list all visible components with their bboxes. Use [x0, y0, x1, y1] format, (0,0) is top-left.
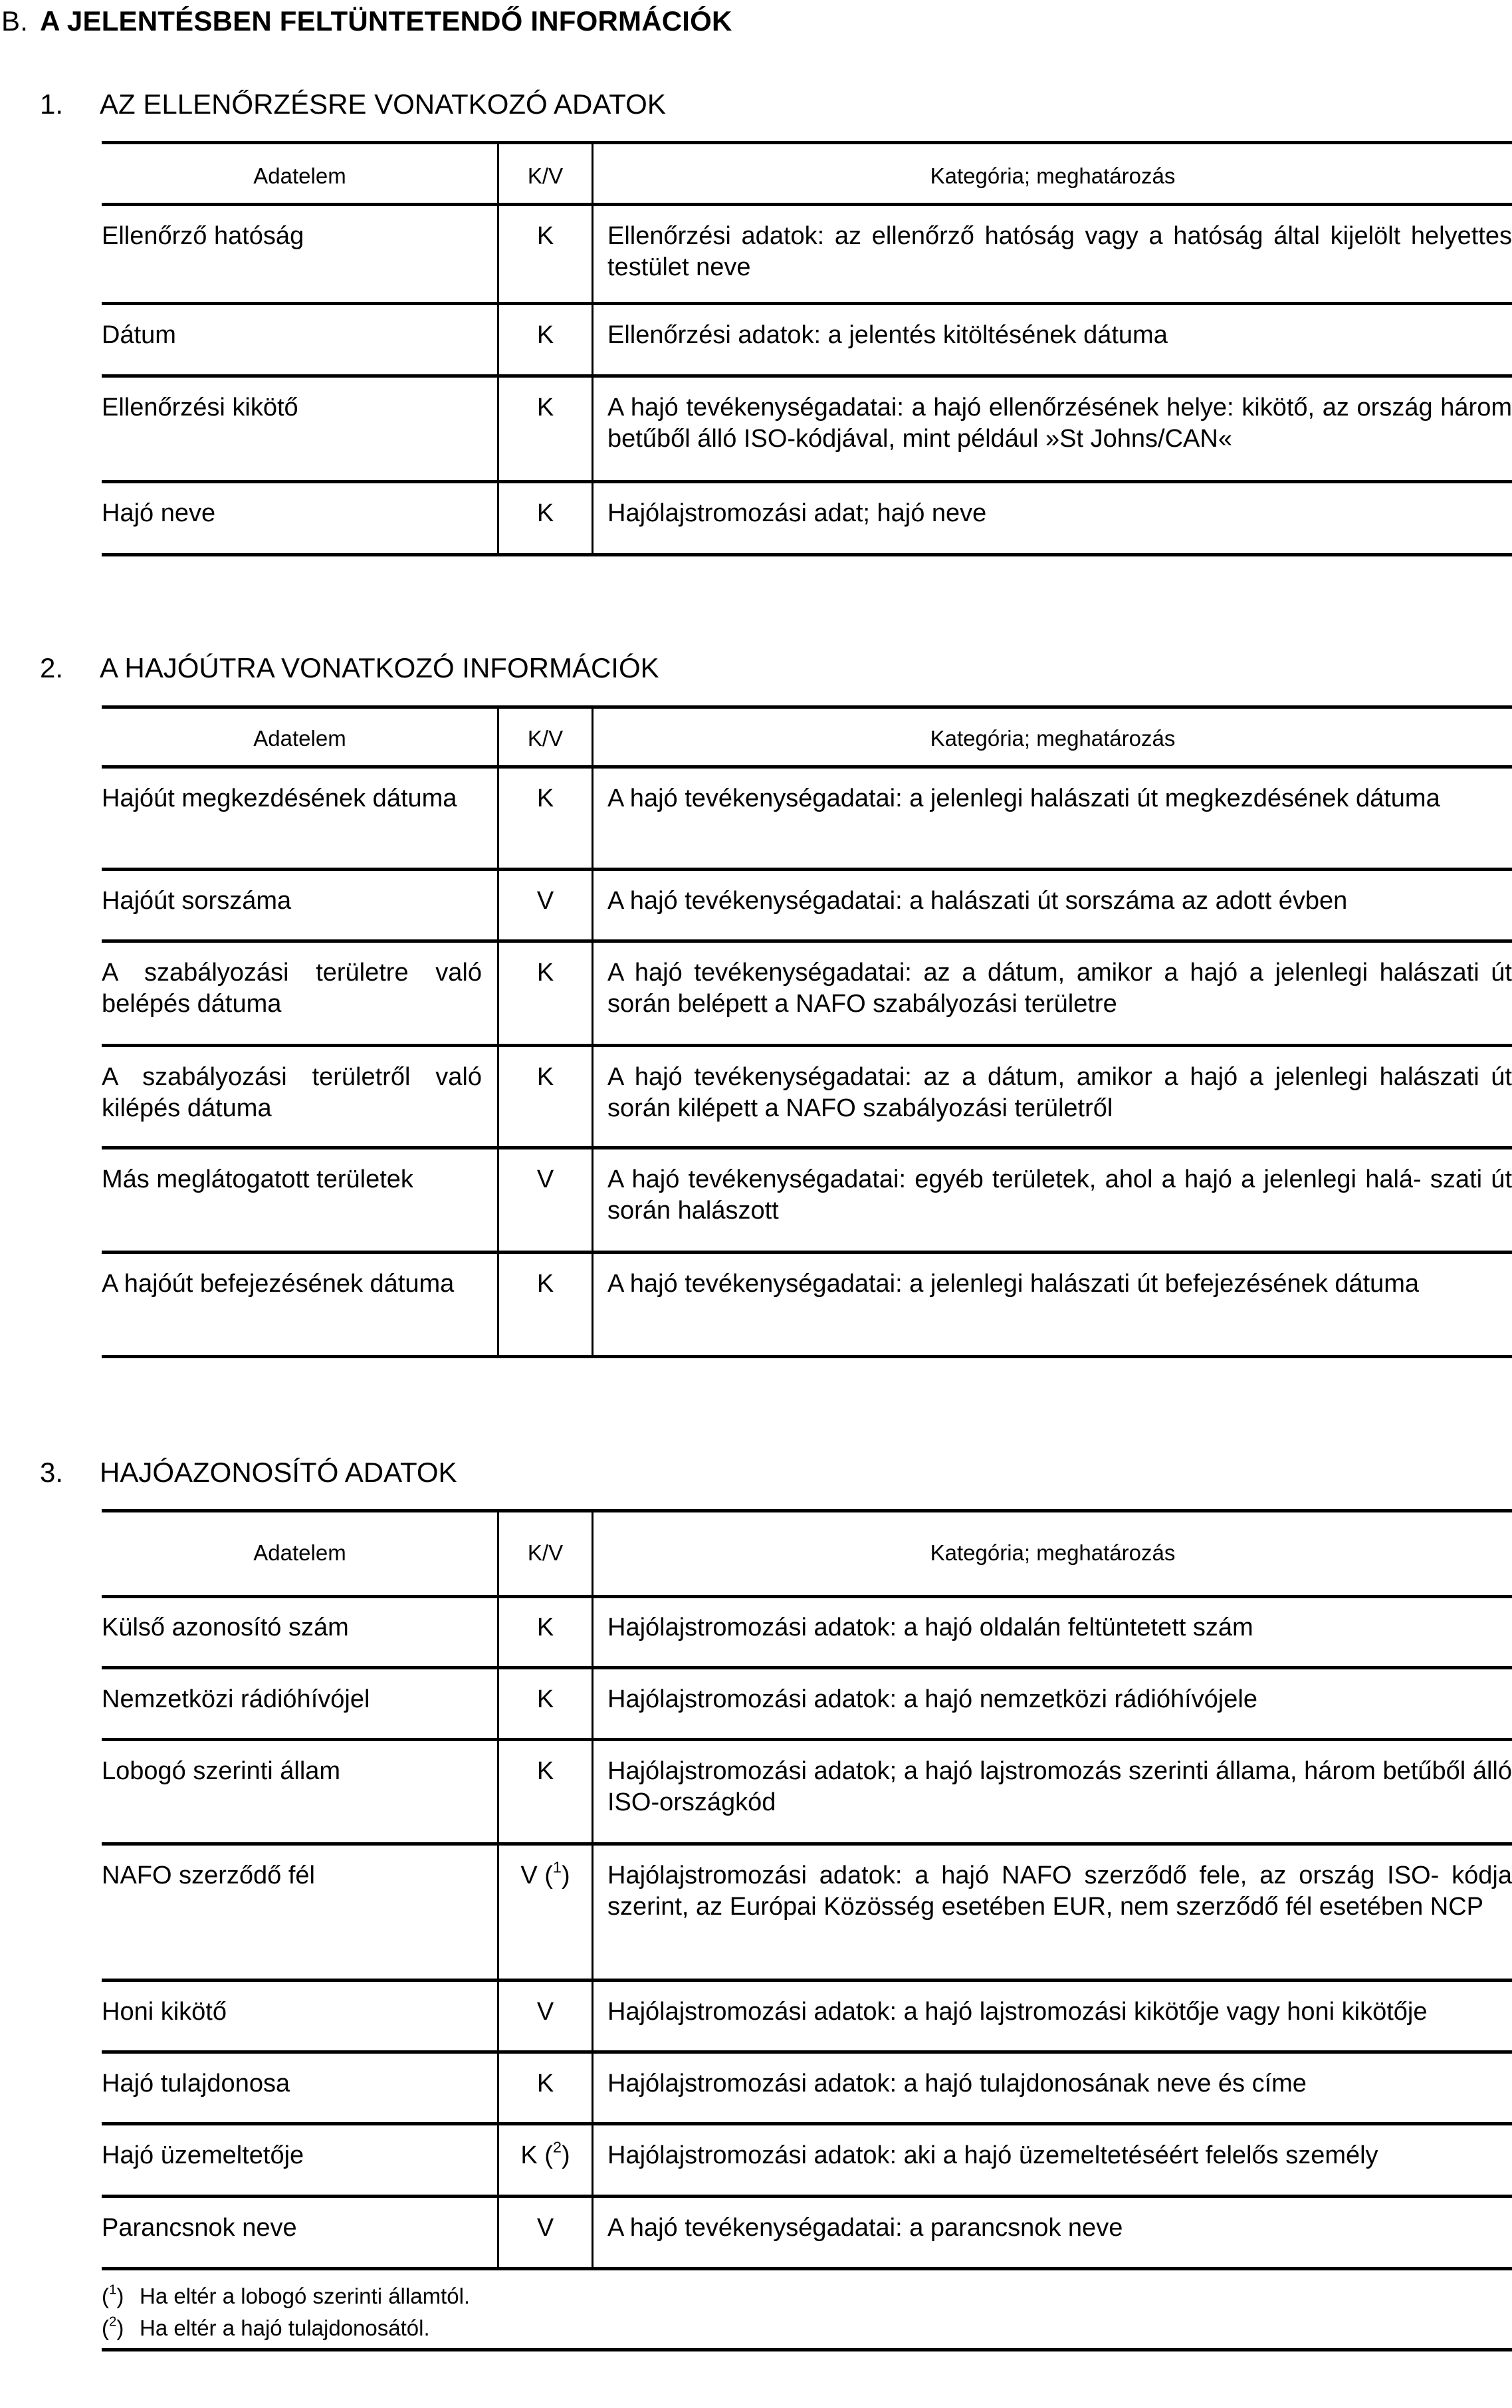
table-row-element: Külső azonosító szám [102, 1614, 349, 1641]
column-header-definition: Kategória; meghatározás [930, 164, 1176, 188]
table-row-definition: Hajólajstromozási adatok: a hajó tulajdonosának neve és címe [607, 2070, 1307, 2098]
table-row-definition: A hajó tevékenységadatai: a jelenlegi halászati út megkezdésének dátuma [607, 784, 1440, 812]
table-row-definition: A hajó tevékenységadatai: a hajó ellenőrzésének helye: kikötő, az ország három betűből álló ISO-kódjával, mint például »St Johns/CAN« [607, 394, 1512, 453]
table-row-element: Ellenőrző hatóság [102, 222, 304, 250]
footnote-1: ($^1$) Ha eltér a lobogó szerinti államtól. [102, 2282, 471, 2308]
table-row-kv: K [536, 1685, 554, 1713]
table-row-definition: Hajólajstromozási adatok: a hajó NAFO szerződő fele, az ország ISO- kódja szerint, az Európai Közösség esetében EUR, nem szerződő fél esetében NCP [607, 1862, 1512, 1921]
table-row-kv: K [536, 1757, 554, 1785]
table-row-kv: V [536, 2214, 554, 2242]
table-row-kv: K [536, 321, 554, 349]
title-prefix: B. [1, 5, 29, 37]
section-title: AZ ELLENŐRZÉSRE VONATKOZÓ ADATOK [100, 88, 666, 120]
document-title [1, 5, 732, 37]
table-row-element: Hajóút sorszáma [102, 887, 292, 915]
table-row-element: Hajó tulajdonosa [102, 2070, 290, 2098]
table-row-kv: K [536, 1270, 554, 1298]
table-row-element: Nemzetközi rádióhívójel [102, 1685, 370, 1713]
column-header-kv: K/V [527, 726, 564, 751]
column-header-kv: K/V [527, 164, 564, 188]
table-row-definition: Ellenőrzési adatok: a jelentés kitöltésének dátuma [607, 321, 1168, 349]
kv-value: K [520, 2141, 538, 2169]
section-title: HAJÓAZONOSÍTÓ ADATOK [100, 1457, 457, 1488]
table-row-element: Hajó üzemeltetője [102, 2141, 304, 2169]
table-row-element: A szabályozási területről való kilépés dátuma [102, 1063, 482, 1122]
table-row-kv: V [536, 887, 554, 915]
table-row-definition: Hajólajstromozási adatok: aki a hajó üzemeltetéséért felelős személy [607, 2141, 1378, 2169]
table-row-definition: A hajó tevékenységadatai: a parancsnok neve [607, 2214, 1123, 2242]
table-row-definition: A hajó tevékenységadatai: az a dátum, amikor a hajó a jelenlegi halászati út során belépett a NAFO szabályozási területre [607, 959, 1512, 1018]
table-row-kv: K [536, 1614, 554, 1641]
table-row-element: Parancsnok neve [102, 2214, 297, 2242]
table-row-element: NAFO szerződő fél [102, 1862, 315, 1889]
table-row-element: Más meglátogatott területek [102, 1165, 413, 1193]
column-header-kv: K/V [527, 1540, 564, 1565]
table-row-element: Honi kikötő [102, 1998, 227, 2026]
table-row-element: Lobogó szerinti állam [102, 1757, 341, 1785]
table-row-definition: Hajólajstromozási adatok: a hajó lajstromozási kikötője vagy honi kikötője [607, 1998, 1428, 2026]
column-header-definition: Kategória; meghatározás [930, 1540, 1176, 1565]
footnote-mark: 2 [109, 2314, 117, 2330]
section-number: 2. [40, 652, 64, 683]
table-row-kv: K [536, 1063, 554, 1091]
table-vessel-identification [102, 1509, 1512, 2353]
table-row-element: Hajó neve [102, 499, 216, 527]
table-trip-information [102, 705, 1512, 1358]
table-row-definition: Hajólajstromozási adatok: a hajó oldalán feltüntetett szám [607, 1614, 1253, 1641]
table-row-element: A hajóút befejezésének dátuma [102, 1270, 455, 1298]
footnote-ref: 2 [552, 2138, 562, 2156]
table-row-kv: K [536, 222, 554, 250]
table-row-kv: K [536, 499, 554, 527]
table-row-element: A szabályozási területre való belépés dátuma [102, 959, 482, 1018]
table-row-kv: K ($^2$) [520, 2138, 570, 2169]
footnote-text: Ha eltér a lobogó szerinti államtól. [140, 2284, 471, 2308]
footnote-mark: 1 [109, 2282, 117, 2298]
table-row-element: Dátum [102, 321, 176, 349]
table-row-definition: Hajólajstromozási adatok; a hajó lajstromozás szerinti állama, három betűből álló ISO-országkód [607, 1757, 1512, 1816]
table-row-kv: K [536, 2070, 554, 2098]
table-row-definition: Hajólajstromozási adat; hajó neve [607, 499, 987, 527]
table-row-element: Hajóút megkezdésének dátuma [102, 784, 457, 812]
table-row-kv: K [536, 394, 554, 421]
title-text: A JELENTÉSBEN FELTÜNTETENDŐ INFORMÁCIÓK [40, 5, 732, 37]
column-header-element: Adatelem [253, 164, 346, 188]
table-row-kv: K [536, 784, 554, 812]
column-header-element: Adatelem [253, 1540, 346, 1565]
table-row-element: Ellenőrzési kikötő [102, 394, 298, 421]
table-row-kv: V [536, 1998, 554, 2026]
table-inspection-data [102, 141, 1512, 556]
footnote-ref: 1 [552, 1858, 562, 1876]
table-row-kv: V [536, 1165, 554, 1193]
table-row-definition: Ellenőrzési adatok: az ellenőrző hatóság vagy a hatóság által kijelölt helyettes testület neve [607, 222, 1512, 281]
table-row-definition: A hajó tevékenységadatai: a halászati út sorszáma az adott évben [607, 887, 1348, 915]
closing-rule [102, 2348, 1512, 2351]
section-number: 3. [40, 1457, 64, 1488]
table-row-definition: A hajó tevékenységadatai: a jelenlegi halászati út befejezésének dátuma [607, 1270, 1420, 1298]
section-number: 1. [40, 88, 64, 120]
footnote-text: Ha eltér a hajó tulajdonosától. [140, 2316, 430, 2340]
table-row-kv: K [536, 959, 554, 987]
table-row-definition: A hajó tevékenységadatai: az a dátum, amikor a hajó a jelenlegi halászati út során kilépett a NAFO szabályozási területről [607, 1063, 1512, 1122]
column-header-element: Adatelem [253, 726, 346, 751]
column-header-definition: Kategória; meghatározás [930, 726, 1176, 751]
section-title: A HAJÓÚTRA VONATKOZÓ INFORMÁCIÓK [100, 652, 659, 683]
table-row-definition: A hajó tevékenységadatai: egyéb területek, ahol a hajó a jelenlegi halá- szati út során halászott [607, 1165, 1512, 1225]
table-row-kv: V ($^1$) [520, 1858, 570, 1889]
table-row-definition: Hajólajstromozási adatok: a hajó nemzetközi rádióhívójele [607, 1685, 1257, 1713]
footnote-2: ($^2$) Ha eltér a hajó tulajdonosától. [102, 2314, 430, 2340]
kv-value: V [520, 1862, 538, 1889]
